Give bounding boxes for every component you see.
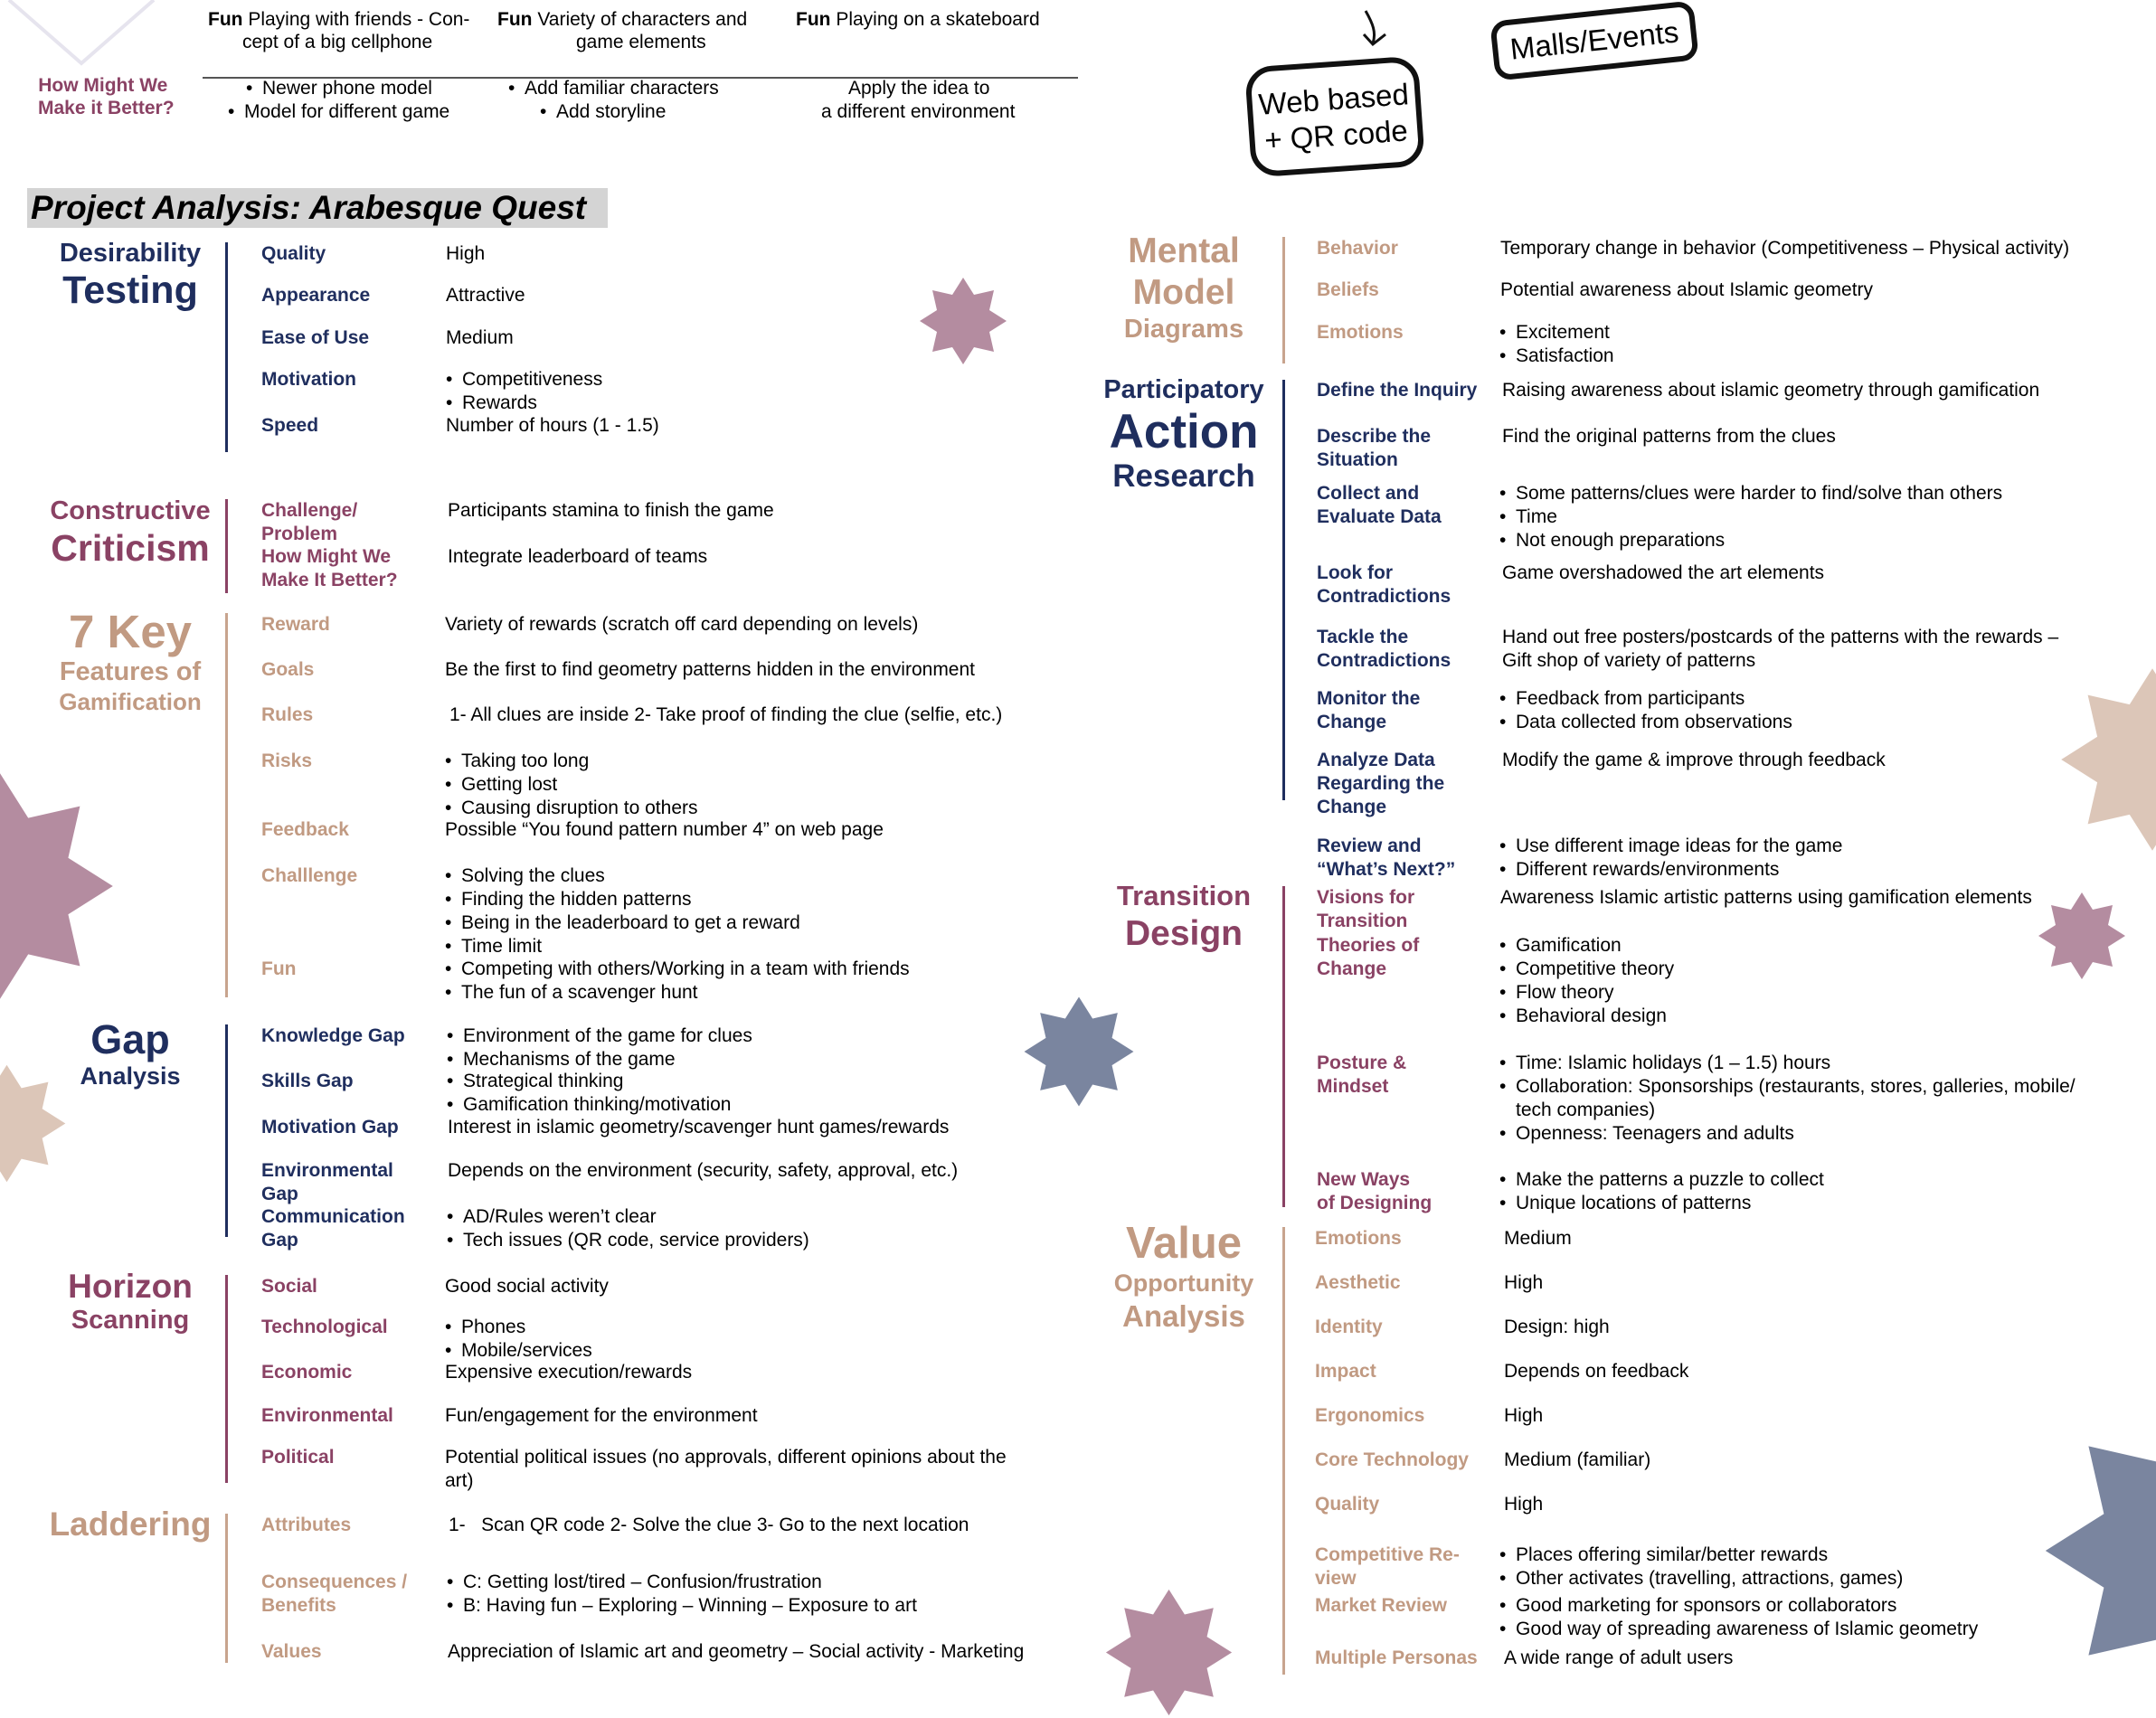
desirability-heading: Desirability Testing (59, 239, 202, 312)
par-value-analyze: Modify the game & improve through feedback (1502, 750, 1886, 770)
par-label-situation: Describe the Situation (1317, 426, 1432, 470)
gamification-rule (225, 613, 228, 997)
star-decoration-icon (2039, 1397, 2156, 1704)
gap-rule (225, 1024, 228, 1237)
value-value-coretech: Medium (familiar) (1504, 1449, 1651, 1470)
gap-label-environmental: Environmental Gap (261, 1160, 393, 1204)
mental-rule (1282, 237, 1285, 363)
transition-value-visions: Awareness Islamic artistic patterns using gamification elements (1500, 887, 2032, 908)
horizon-value-political: Potential political issues (no approvals, different opinions about the art) (445, 1447, 1007, 1491)
par-label-look: Look for Contradictions (1317, 562, 1452, 607)
par-value-look: Game overshadowed the art elements (1502, 562, 1825, 583)
desirability-value-motivation: • Competitiveness • Rewards (444, 368, 602, 415)
hmw-label: How Might We Make it Better? (38, 75, 175, 118)
mental-label-emotions: Emotions (1317, 322, 1404, 343)
gamification-label-goals: Goals (261, 659, 315, 680)
par-value-review: • Use different image ideas for the game • Different rewards/environments (1498, 835, 1842, 882)
par-value-collect: • Some patterns/clues were harder to find/solve than others • Time • Not enough preparations (1498, 482, 2002, 552)
improve-3-line1: Apply the idea to (848, 78, 990, 99)
par-label-inquiry: Define the Inquiry (1317, 380, 1478, 401)
page-title: Project Analysis: Arabesque Quest (27, 188, 608, 228)
mental-value-beliefs: Potential awareness about Islamic geometry (1500, 279, 1874, 300)
horizon-label-political: Political (261, 1447, 335, 1468)
criticism-label-hmw: How Might We Make It Better? (261, 546, 398, 590)
star-decoration-icon (1022, 995, 1136, 1109)
gap-label-skills: Skills Gap (261, 1071, 354, 1091)
mental-value-emotions: • Excitement • Satisfaction (1498, 321, 1614, 368)
desirability-label-quality: Quality (261, 243, 326, 264)
criticism-rule (225, 499, 228, 593)
value-label-coretech: Core Technology (1315, 1449, 1469, 1470)
gamification-label-reward: Reward (261, 614, 330, 635)
improve-list-1: • Newer phone model • Model for different game (226, 77, 449, 124)
star-decoration-icon (918, 276, 1008, 366)
value-value-emotions: Medium (1504, 1228, 1572, 1249)
desirability-value-ease: Medium (446, 327, 514, 348)
horizon-value-environmental: Fun/engagement for the environment (445, 1405, 758, 1426)
transition-label-visions: Visions for Transition (1317, 887, 1415, 931)
web-qr-line2: + QR code (1262, 113, 1409, 157)
fun-item-3: Fun Playing on a skateboard (796, 9, 1040, 30)
gap-value-knowledge: • Environment of the game for clues • Mechanisms of the game (445, 1024, 752, 1071)
horizon-value-social: Good social activity (445, 1276, 609, 1297)
laddering-label-values: Values (261, 1641, 322, 1662)
laddering-value-values: Appreciation of Islamic art and geometry – Social activity - Marketing (448, 1641, 1025, 1662)
value-value-market: • Good marketing for sponsors or collaborators • Good way of spreading awareness of Islamic geometry (1498, 1594, 1978, 1641)
star-decoration-icon (0, 769, 118, 1004)
value-value-aesthetic: High (1504, 1272, 1544, 1293)
star-decoration-icon (2057, 665, 2156, 854)
laddering-heading: Laddering (49, 1506, 212, 1543)
horizon-heading: Horizon Scanning (68, 1268, 193, 1335)
web-qr-line1: Web based (1257, 77, 1410, 121)
desirability-label-appearance: Appearance (261, 285, 371, 306)
value-label-emotions: Emotions (1315, 1228, 1402, 1249)
gap-value-environmental: Depends on the environment (security, safety, approval, etc.) (448, 1160, 959, 1181)
value-value-impact: Depends on feedback (1504, 1361, 1689, 1382)
value-label-quality: Quality (1315, 1494, 1380, 1515)
transition-heading: Transition Design (1116, 880, 1252, 953)
par-label-tackle: Tackle the Contradictions (1317, 627, 1452, 671)
desirability-value-appearance: Attractive (446, 285, 525, 306)
mental-value-behavior: Temporary change in behavior (Competitiveness – Physical activity) (1500, 238, 2070, 259)
criticism-value-challenge: Participants stamina to finish the game (448, 500, 774, 521)
transition-label-posture: Posture & Mindset (1317, 1053, 1407, 1097)
desirability-value-speed: Number of hours (1 - 1.5) (446, 415, 659, 436)
value-value-personas: A wide range of adult users (1504, 1647, 1734, 1668)
gamification-heading: 7 Key Features of Gamification (59, 606, 202, 715)
gamification-value-risks: • Taking too long • Getting lost • Causing disruption to others (443, 750, 698, 820)
par-value-situation: Find the original patterns from the clues (1502, 426, 1836, 447)
par-heading: Participatory Action Research (1103, 375, 1264, 494)
fun-item-2-cont: game elements (576, 32, 706, 52)
laddering-rule (225, 1514, 228, 1663)
desirability-value-quality: High (446, 243, 486, 264)
fun-item-1: Fun Playing with friends - Con- (208, 9, 470, 30)
transition-value-posture: • Time: Islamic holidays (1 – 1.5) hours • Collaboration: Sponsorships (restaurants, stores, galleries, mobile/ tech companies) • Openness: Teenagers and adults (1498, 1052, 2076, 1146)
value-label-personas: Multiple Personas (1315, 1647, 1478, 1668)
star-decoration-icon (1103, 1587, 1234, 1718)
par-label-monitor: Monitor the Change (1317, 688, 1421, 732)
value-value-competitive: • Places offering similar/better rewards • Other activates (travelling, attractions, games) (1498, 1543, 1903, 1591)
web-qr-sketch-box (1244, 55, 1425, 177)
par-value-inquiry: Raising awareness about islamic geometry through gamification (1502, 380, 2040, 401)
horizon-label-environmental: Environmental (261, 1405, 393, 1426)
laddering-label-consequences: Consequences / Benefits (261, 1572, 408, 1616)
laddering-value-attributes: 1- Scan QR code 2- Solve the clue 3- Go to the next location (449, 1515, 969, 1535)
transition-value-theories: • Gamification • Competitive theory • Flow theory • Behavioral design (1498, 934, 1674, 1028)
horizon-value-economic: Expensive execution/rewards (445, 1362, 693, 1383)
gap-heading: Gap Analysis (80, 1016, 181, 1090)
gamification-label-risks: Risks (261, 750, 313, 771)
horizon-rule (225, 1275, 228, 1483)
desirability-label-ease: Ease of Use (261, 327, 370, 348)
value-heading: Value Opportunity Analysis (1113, 1219, 1254, 1333)
gamification-label-fun: Fun (261, 958, 297, 979)
par-value-tackle: Hand out free posters/postcards of the patterns with the rewards – Gift shop of variety of patterns (1502, 627, 2059, 671)
gamification-value-feedback: Possible “You found pattern number 4” on web page (445, 819, 884, 840)
gamification-label-rules: Rules (261, 704, 314, 725)
sketch-line-decoration (0, 0, 199, 72)
value-label-aesthetic: Aesthetic (1315, 1272, 1401, 1293)
mental-label-beliefs: Beliefs (1317, 279, 1379, 300)
gamification-value-reward: Variety of rewards (scratch off card depending on levels) (445, 614, 919, 635)
laddering-label-attributes: Attributes (261, 1515, 352, 1535)
value-rule (1282, 1227, 1285, 1675)
mental-label-behavior: Behavior (1317, 238, 1398, 259)
gap-value-skills: • Strategical thinking • Gamification thinking/motivation (445, 1070, 731, 1117)
gamification-value-rules: 1- All clues are inside 2- Take proof of finding the clue (selfie, etc.) (449, 704, 1003, 725)
transition-label-theories: Theories of Change (1317, 935, 1420, 979)
desirability-rule (225, 242, 228, 452)
criticism-heading: Constructive Criticism (50, 496, 211, 569)
mental-heading: Mental Model Diagrams (1123, 231, 1244, 344)
value-label-impact: Impact (1315, 1361, 1376, 1382)
gamification-value-goals: Be the first to find geometry patterns hidden in the environment (445, 659, 976, 680)
gap-label-communication: Communication Gap (261, 1206, 405, 1251)
value-value-ergonomics: High (1504, 1405, 1544, 1426)
horizon-label-technological: Technological (261, 1317, 388, 1337)
horizon-label-social: Social (261, 1276, 317, 1297)
value-label-ergonomics: Ergonomics (1315, 1405, 1425, 1426)
gap-label-motivation: Motivation Gap (261, 1117, 399, 1137)
transition-value-newways: • Make the patterns a puzzle to collect • Unique locations of patterns (1498, 1168, 1824, 1215)
gap-label-knowledge: Knowledge Gap (261, 1025, 405, 1046)
par-label-review: Review and “What’s Next?” (1317, 835, 1456, 880)
criticism-label-challenge: Challenge/ Problem (261, 500, 358, 544)
par-label-collect: Collect and Evaluate Data (1317, 483, 1442, 527)
value-value-identity: Design: high (1504, 1317, 1610, 1337)
malls-sketch-box: Malls/Events (1489, 0, 1699, 80)
transition-rule (1282, 886, 1285, 1207)
value-label-competitive: Competitive Re- view (1315, 1544, 1460, 1589)
transition-label-newways: New Ways of Designing (1317, 1169, 1433, 1213)
gamification-value-fun: • Competing with others/Working in a team with friends • The fun of a scavenger hunt (443, 958, 910, 1005)
arrow-down-icon (1357, 7, 1393, 48)
horizon-value-technological: • Phones • Mobile/services (443, 1316, 592, 1363)
value-label-identity: Identity (1315, 1317, 1383, 1337)
star-decoration-icon (2037, 891, 2127, 981)
gamification-label-challenge: Challlenge (261, 865, 358, 886)
gamification-value-challenge: • Solving the clues • Finding the hidden patterns • Being in the leaderboard to get a reward • Time limit (443, 864, 800, 958)
improve-3-line2: a different environment (821, 101, 1016, 122)
fun-item-2: Fun Variety of characters and (497, 9, 748, 30)
par-label-analyze: Analyze Data Regarding the Change (1317, 750, 1445, 817)
laddering-value-consequences: • C: Getting lost/tired – Confusion/frustration • B: Having fun – Exploring – Winning – Exposure to art (445, 1571, 917, 1618)
par-rule (1282, 380, 1285, 800)
gamification-label-feedback: Feedback (261, 819, 349, 840)
value-label-market: Market Review (1315, 1595, 1447, 1616)
gap-value-motivation: Interest in islamic geometry/scavenger hunt games/rewards (448, 1117, 950, 1137)
gap-value-communication: • AD/Rules weren’t clear • Tech issues (QR code, service providers) (445, 1205, 809, 1252)
desirability-label-speed: Speed (261, 415, 319, 436)
criticism-value-hmw: Integrate leaderboard of teams (448, 546, 708, 567)
improve-list-2: • Add familiar characters • Add storyline (506, 77, 719, 124)
horizon-label-economic: Economic (261, 1362, 353, 1383)
fun-item-1-cont: cept of a big cellphone (242, 32, 433, 52)
par-value-monitor: • Feedback from participants • Data collected from observations (1498, 687, 1792, 734)
value-value-quality: High (1504, 1494, 1544, 1515)
desirability-label-motivation: Motivation (261, 369, 356, 390)
